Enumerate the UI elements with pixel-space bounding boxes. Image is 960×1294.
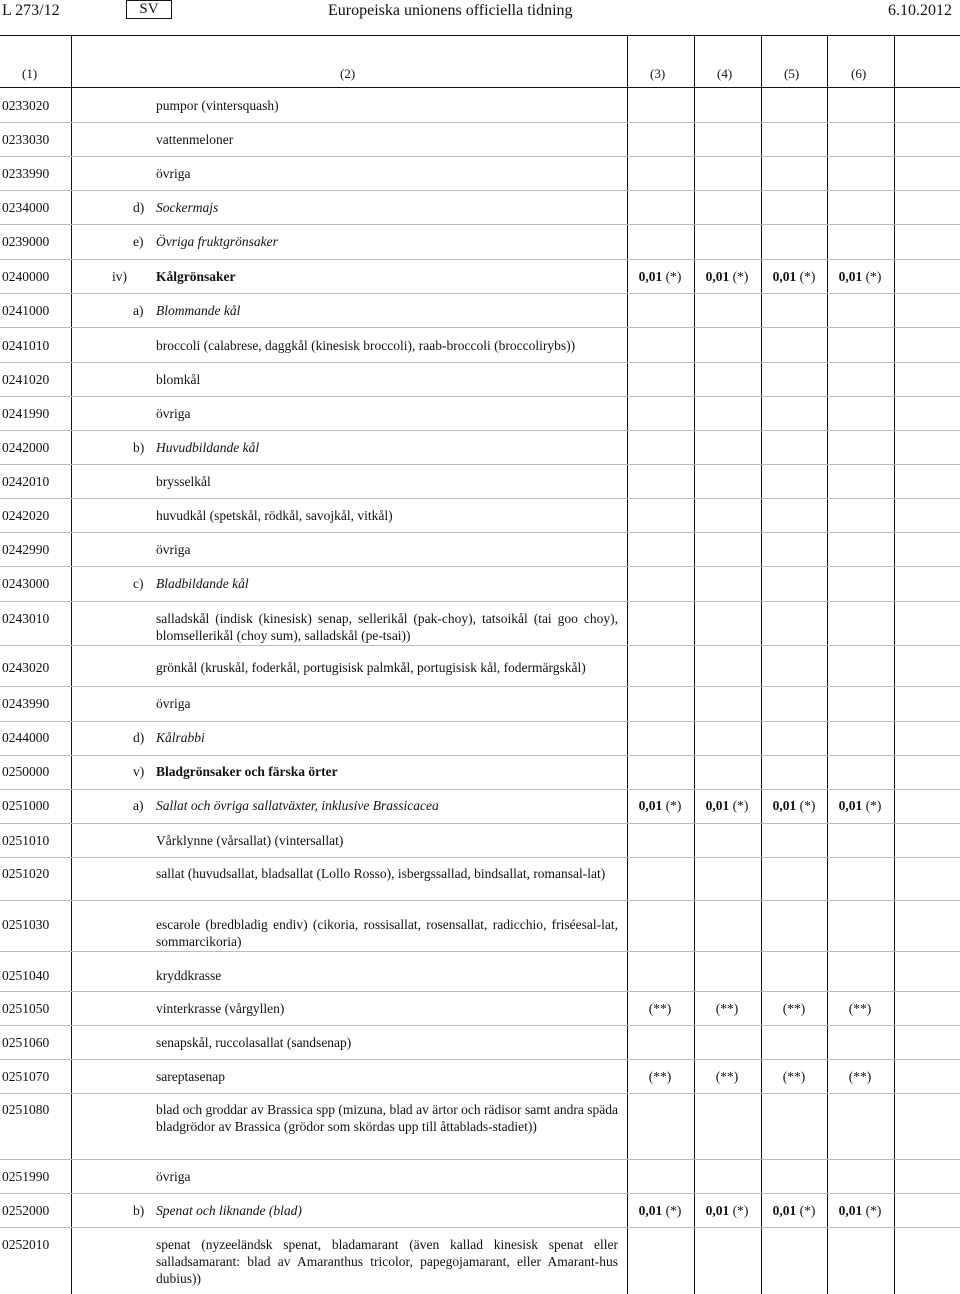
product-description: spenat (nyzeeländsk spenat, bladamarant (även kallad kinesisk spenat eller salladsamarant: blad av Amaranthus tricolor, papegojamarant, eller Amarant-hus dubius)) bbox=[156, 1237, 618, 1286]
product-description: blomkål bbox=[156, 372, 201, 387]
product-code: 0251030 bbox=[2, 917, 50, 932]
header-bottom-rule bbox=[0, 87, 960, 88]
mrl-value bbox=[764, 1000, 824, 1017]
mrl-number: 0,01 bbox=[638, 1203, 663, 1218]
row-rule bbox=[0, 721, 960, 722]
row-rule bbox=[0, 1193, 960, 1194]
product-description: Huvudbildande kål bbox=[156, 440, 260, 455]
row-rule bbox=[0, 430, 960, 431]
column-header-3: (3) bbox=[650, 66, 666, 81]
product-description: Vårklynne (vårsallat) (vintersallat) bbox=[156, 833, 344, 848]
mrl-value bbox=[630, 797, 690, 814]
row-rule bbox=[0, 156, 960, 157]
row-rule bbox=[0, 755, 960, 756]
footnote-marker: (**) bbox=[848, 1001, 872, 1016]
product-description: escarole (bredbladig endiv) (cikoria, rossisallat, rosensallat, radicchio, friséesal-lat, sommarcikoria) bbox=[156, 917, 618, 949]
row-rule bbox=[0, 1059, 960, 1060]
category-prefix: iv) bbox=[112, 269, 127, 284]
footnote-marker: (**) bbox=[648, 1001, 672, 1016]
mrl-number: 0,01 bbox=[838, 1203, 863, 1218]
product-code: 0242990 bbox=[2, 542, 50, 557]
category-prefix: a) bbox=[133, 303, 144, 318]
row-rule bbox=[0, 789, 960, 790]
row-rule bbox=[0, 293, 960, 294]
row-rule bbox=[0, 1025, 960, 1026]
product-code: 0252010 bbox=[2, 1237, 50, 1252]
footnote-marker: (**) bbox=[782, 1069, 806, 1084]
mrl-value bbox=[697, 1000, 757, 1017]
row-rule bbox=[0, 498, 960, 499]
product-code: 0242010 bbox=[2, 474, 50, 489]
publication-date: 6.10.2012 bbox=[888, 2, 952, 19]
product-description: grönkål (kruskål, foderkål, portugisisk palmkål, portugisisk kål, fodermärgskål) bbox=[156, 660, 586, 675]
mrl-number: 0,01 bbox=[772, 1203, 797, 1218]
footnote-marker: (*) bbox=[729, 1203, 749, 1218]
product-description: Övriga fruktgrönsaker bbox=[156, 234, 278, 249]
product-description: brysselkål bbox=[156, 474, 211, 489]
mrl-number: 0,01 bbox=[705, 269, 730, 284]
mrl-value bbox=[764, 797, 824, 814]
mrl-value bbox=[764, 1068, 824, 1085]
product-description: övriga bbox=[156, 542, 191, 557]
row-rule bbox=[0, 396, 960, 397]
product-code: 0233990 bbox=[2, 166, 50, 181]
mrl-value bbox=[830, 797, 890, 814]
mrl-number: 0,01 bbox=[838, 798, 863, 813]
product-description: broccoli (calabrese, daggkål (kinesisk broccoli), raab-broccoli (broccolirybs)) bbox=[156, 338, 576, 353]
row-rule bbox=[0, 122, 960, 123]
product-description: sallat (huvudsallat, bladsallat (Lollo Rosso), isbergssallad, bindsallat, romansal-lat) bbox=[156, 866, 606, 881]
product-code: 0241010 bbox=[2, 338, 50, 353]
category-prefix: e) bbox=[133, 234, 144, 249]
footnote-marker: (*) bbox=[796, 1203, 816, 1218]
mrl-number: 0,01 bbox=[638, 269, 663, 284]
row-rule bbox=[0, 823, 960, 824]
product-code: 0243010 bbox=[2, 611, 50, 626]
mrl-value bbox=[697, 797, 757, 814]
product-description: kryddkrasse bbox=[156, 968, 222, 983]
product-code: 0243000 bbox=[2, 576, 50, 591]
mrl-value bbox=[830, 1000, 890, 1017]
category-prefix: d) bbox=[133, 730, 145, 745]
product-description: pumpor (vintersquash) bbox=[156, 98, 279, 113]
product-code: 0233030 bbox=[2, 132, 50, 147]
category-prefix: v) bbox=[133, 764, 145, 779]
product-description: salladskål (indisk (kinesisk) senap, sellerikål (pak-choy), tatsoikål (tai goo choy), blomsellerikål (choy sum), salladskål (pe-tsai)) bbox=[156, 611, 618, 643]
mrl-value bbox=[697, 268, 757, 285]
footnote-marker: (**) bbox=[715, 1001, 739, 1016]
mrl-number: 0,01 bbox=[638, 798, 663, 813]
row-rule bbox=[0, 900, 960, 901]
page-header bbox=[0, 0, 960, 24]
row-rule bbox=[0, 686, 960, 687]
mrl-value bbox=[764, 1202, 824, 1219]
product-code: 0243990 bbox=[2, 696, 50, 711]
footnote-marker: (*) bbox=[729, 269, 749, 284]
row-rule bbox=[0, 645, 960, 646]
row-rule bbox=[0, 532, 960, 533]
footnote-marker: (**) bbox=[782, 1001, 806, 1016]
row-rule bbox=[0, 601, 960, 602]
page-reference: L 273/12 bbox=[2, 2, 60, 19]
mrl-value bbox=[830, 1068, 890, 1085]
product-code: 0234000 bbox=[2, 200, 50, 215]
footnote-marker: (*) bbox=[862, 1203, 882, 1218]
product-description: Kålgrönsaker bbox=[156, 269, 236, 284]
product-code: 0241990 bbox=[2, 406, 50, 421]
column-header-6: (6) bbox=[851, 66, 867, 81]
product-code: 0239000 bbox=[2, 234, 50, 249]
product-code: 0251070 bbox=[2, 1069, 50, 1084]
row-rule bbox=[0, 224, 960, 225]
category-prefix: c) bbox=[133, 576, 144, 591]
product-code: 0241020 bbox=[2, 372, 50, 387]
column-header-1: (1) bbox=[22, 66, 38, 81]
product-description: Blommande kål bbox=[156, 303, 241, 318]
row-rule bbox=[0, 327, 960, 328]
mrl-number: 0,01 bbox=[772, 798, 797, 813]
mrl-value bbox=[697, 1202, 757, 1219]
mrl-number: 0,01 bbox=[838, 269, 863, 284]
residue-limits-table bbox=[0, 35, 960, 1294]
product-description: Bladbildande kål bbox=[156, 576, 249, 591]
column-header-2: (2) bbox=[340, 66, 356, 81]
product-description: Bladgrönsaker och färska örter bbox=[156, 764, 338, 779]
footnote-marker: (*) bbox=[862, 269, 882, 284]
mrl-number: 0,01 bbox=[772, 269, 797, 284]
footnote-marker: (*) bbox=[662, 798, 682, 813]
product-code: 0240000 bbox=[2, 269, 50, 284]
row-rule bbox=[0, 259, 960, 260]
product-description: huvudkål (spetskål, rödkål, savojkål, vitkål) bbox=[156, 508, 393, 523]
footnote-marker: (*) bbox=[796, 269, 816, 284]
mrl-value bbox=[697, 1068, 757, 1085]
mrl-number: 0,01 bbox=[705, 798, 730, 813]
product-description: Spenat och liknande (blad) bbox=[156, 1203, 302, 1218]
footnote-marker: (*) bbox=[796, 798, 816, 813]
row-rule bbox=[0, 566, 960, 567]
footnote-marker: (**) bbox=[848, 1069, 872, 1084]
mrl-value bbox=[630, 1000, 690, 1017]
row-rule bbox=[0, 464, 960, 465]
product-code: 0251000 bbox=[2, 798, 50, 813]
mrl-value bbox=[630, 1202, 690, 1219]
product-description: övriga bbox=[156, 1169, 191, 1184]
product-code: 0242020 bbox=[2, 508, 50, 523]
product-description: Sockermajs bbox=[156, 200, 219, 215]
mrl-value bbox=[630, 268, 690, 285]
row-rule bbox=[0, 1093, 960, 1094]
table-top-rule bbox=[0, 35, 960, 36]
product-description: övriga bbox=[156, 696, 191, 711]
product-description: Sallat och övriga sallatväxter, inklusive Brassicacea bbox=[156, 798, 439, 813]
product-code: 0251080 bbox=[2, 1102, 50, 1117]
mrl-value bbox=[630, 1068, 690, 1085]
footnote-marker: (**) bbox=[715, 1069, 739, 1084]
category-prefix: d) bbox=[133, 200, 145, 215]
product-code: 0251040 bbox=[2, 968, 50, 983]
footnote-marker: (*) bbox=[662, 1203, 682, 1218]
product-code: 0251020 bbox=[2, 866, 50, 881]
mrl-number: 0,01 bbox=[705, 1203, 730, 1218]
product-code: 0233020 bbox=[2, 98, 50, 113]
column-header-5: (5) bbox=[784, 66, 800, 81]
product-code: 0252000 bbox=[2, 1203, 50, 1218]
row-rule bbox=[0, 1227, 960, 1228]
product-description: vattenmeloner bbox=[156, 132, 234, 147]
mrl-value bbox=[830, 1202, 890, 1219]
mrl-value bbox=[830, 268, 890, 285]
product-description: sareptasenap bbox=[156, 1069, 225, 1084]
product-code: 0251060 bbox=[2, 1035, 50, 1050]
category-prefix: b) bbox=[133, 1203, 145, 1218]
product-code: 0250000 bbox=[2, 764, 50, 779]
mrl-value bbox=[764, 268, 824, 285]
product-code: 0241000 bbox=[2, 303, 50, 318]
column-header-4: (4) bbox=[717, 66, 733, 81]
row-rule bbox=[0, 991, 960, 992]
footnote-marker: (*) bbox=[662, 269, 682, 284]
product-code: 0251990 bbox=[2, 1169, 50, 1184]
footnote-marker: (*) bbox=[729, 798, 749, 813]
product-code: 0251010 bbox=[2, 833, 50, 848]
footnote-marker: (*) bbox=[862, 798, 882, 813]
product-code: 0244000 bbox=[2, 730, 50, 745]
product-description: Kålrabbi bbox=[156, 730, 205, 745]
product-code: 0251050 bbox=[2, 1001, 50, 1016]
row-rule bbox=[0, 362, 960, 363]
row-rule bbox=[0, 190, 960, 191]
row-rule bbox=[0, 951, 960, 952]
footnote-marker: (**) bbox=[648, 1069, 672, 1084]
product-code: 0242000 bbox=[2, 440, 50, 455]
language-badge: SV bbox=[126, 0, 172, 19]
row-rule bbox=[0, 1159, 960, 1160]
product-description: blad och groddar av Brassica spp (mizuna, blad av ärtor och rädisor samt andra späda bladgrödor av Brassica (grödor som skördas upp till åttablads-stadiet)) bbox=[156, 1102, 618, 1134]
product-code: 0243020 bbox=[2, 660, 50, 675]
product-description: övriga bbox=[156, 406, 191, 421]
journal-title: Europeiska unionens officiella tidning bbox=[328, 2, 573, 19]
product-description: senapskål, ruccolasallat (sandsenap) bbox=[156, 1035, 352, 1050]
category-prefix: a) bbox=[133, 798, 144, 813]
category-prefix: b) bbox=[133, 440, 145, 455]
product-description: vinterkrasse (vårgyllen) bbox=[156, 1001, 285, 1016]
row-rule bbox=[0, 857, 960, 858]
product-description: övriga bbox=[156, 166, 191, 181]
